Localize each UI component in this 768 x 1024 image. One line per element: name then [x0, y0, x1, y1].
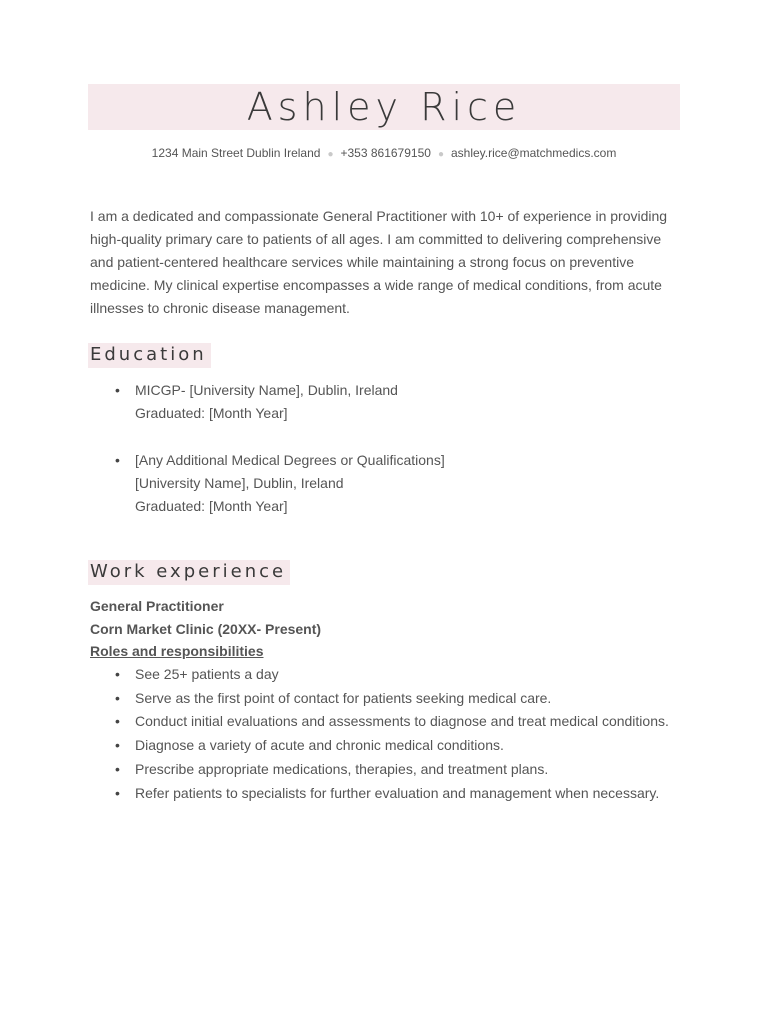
list-item: • Refer patients to specialists for further evaluation and management when necessary.: [135, 782, 669, 806]
list-item: • Prescribe appropriate medications, therapies, and treatment plans.: [135, 758, 669, 782]
roles-heading: Roles and responsibilities: [90, 643, 264, 659]
contact-line: [0, 146, 768, 160]
separator-dot: ●: [327, 149, 334, 160]
profile-summary: I am a dedicated and compassionate General Practitioner with 10+ of experience in providing high-quality primary care to patients of all ages. I am committed to delivering comprehensive and patient-centered healthcare services while maintaining a strong focus on preventive medicine. My clinical expertise encompasses a wide range of medical conditions, from acute illnesses to chronic disease management.: [90, 208, 668, 316]
responsibilities-list: [135, 663, 669, 805]
list-item: • Conduct initial evaluations and assessments to diagnose and treat medical conditions.: [135, 710, 669, 734]
name-banner: [88, 84, 680, 130]
job-title: General Practitioner: [90, 598, 224, 614]
work-experience-heading: Work experience: [88, 560, 290, 585]
education-item: [135, 379, 445, 425]
education-list: [135, 379, 445, 542]
education-degree: MICGP- [University Name], Dublin, Ireland: [135, 382, 398, 398]
job-block: [90, 595, 321, 663]
candidate-name: Ashley Rice: [246, 85, 522, 129]
education-degree: [Any Additional Medical Degrees or Qualifications]: [135, 452, 445, 468]
education-heading: Education: [88, 343, 211, 368]
education-graduated: Graduated: [Month Year]: [135, 498, 288, 514]
list-item: • See 25+ patients a day: [135, 663, 669, 687]
education-university: [University Name], Dublin, Ireland: [135, 475, 344, 491]
education-item: [135, 449, 445, 518]
email: ashley.rice@matchmedics.com: [450, 146, 617, 160]
education-graduated: Graduated: [Month Year]: [135, 405, 288, 421]
list-item: • Diagnose a variety of acute and chronic medical conditions.: [135, 734, 669, 758]
list-item: • Serve as the first point of contact for patients seeking medical care.: [135, 687, 669, 711]
job-employer: Corn Market Clinic (20XX- Present): [90, 620, 322, 637]
phone: +353 861679150: [340, 146, 431, 160]
address: 1234 Main Street Dublin Ireland: [151, 146, 321, 160]
separator-dot: ●: [437, 149, 444, 160]
